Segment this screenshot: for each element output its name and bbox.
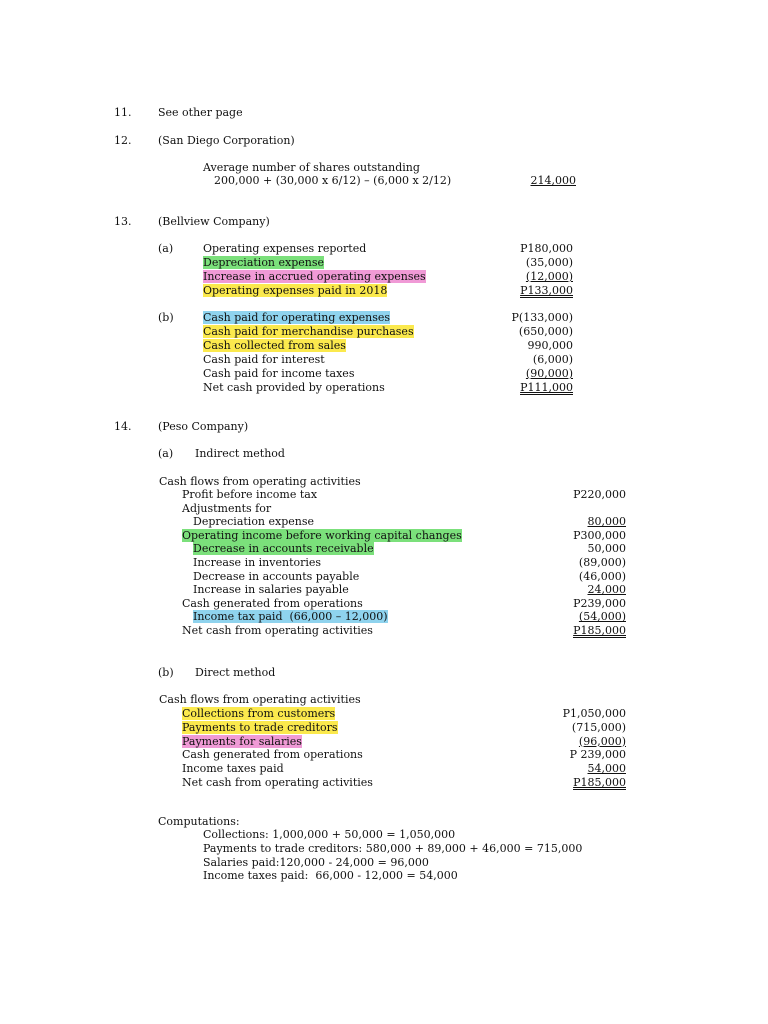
schedule-row-label: Depreciation expense [193, 515, 315, 529]
schedule-row-label: Operating expenses paid in 2018 [203, 284, 388, 297]
schedule-row-value: P111,000 [520, 381, 573, 394]
schedule-row-label: Cash paid for income taxes [203, 367, 355, 380]
schedule-row-label: Increase in salaries payable [193, 583, 349, 597]
schedule-row-value: P185,000 [573, 624, 626, 637]
schedule-row-label: Cash paid for merchandise purchases [203, 325, 414, 338]
schedule-row-label: Collections from customers [182, 707, 336, 720]
schedule-row-value: P(133,000) [511, 311, 573, 324]
item-text: See other page [158, 106, 243, 119]
part-label: (b) [158, 311, 174, 324]
schedule-row-label: Cash generated from operations [182, 748, 363, 762]
schedule-row-value: P300,000 [573, 528, 626, 542]
computation-label: Average number of shares outstanding [203, 161, 420, 174]
schedule-row-value: P 239,000 [569, 748, 626, 762]
computation-formula: 200,000 + (30,000 x 6/12) – (6,000 x 2/12) [214, 174, 452, 187]
schedule-row-label: Profit before income tax [182, 488, 318, 501]
schedule-row-label: Cash generated from operations [182, 596, 363, 610]
part-label: (a) [158, 242, 174, 255]
item-number: 14. [114, 420, 132, 433]
schedule-row-label: Operating income before working capital changes [182, 528, 462, 542]
company-name: (Bellview Company) [158, 215, 270, 228]
schedule-row-value: 80,000 [587, 515, 626, 529]
computation-line: Income taxes paid: 66,000 - 12,000 = 54,000 [203, 869, 458, 883]
schedule-row-value: (12,000) [525, 270, 573, 283]
schedule-row-label: Cash paid for interest [203, 353, 325, 366]
schedule-row-value: (650,000) [518, 325, 573, 338]
item-number: 13. [114, 215, 132, 228]
schedule-row-value: 990,000 [527, 339, 573, 352]
computation-line: Salaries paid:120,000 - 24,000 = 96,000 [203, 855, 429, 869]
computation-line: Collections: 1,000,000 + 50,000 = 1,050,000 [203, 828, 456, 841]
item-number: 11. [114, 106, 132, 119]
schedule-row-label: Increase in inventories [193, 556, 322, 569]
schedule-heading: Cash flows from operating activities [159, 693, 361, 706]
schedule-row-value: (96,000) [578, 734, 626, 748]
schedule-heading: Cash flows from operating activities [159, 475, 361, 488]
schedule-row-label: Net cash provided by operations [203, 381, 385, 394]
schedule-row-value: P239,000 [573, 596, 626, 610]
schedule-row-value: P185,000 [573, 776, 626, 789]
schedule-row-label: Cash collected from sales [203, 339, 346, 352]
schedule-row-label: Net cash from operating activities [182, 624, 373, 637]
schedule-row-value: (89,000) [578, 556, 626, 569]
schedule-row-label: Payments for salaries [182, 734, 302, 748]
schedule-row-value: 50,000 [587, 542, 626, 556]
schedule-row-label: Cash paid for operating expenses [203, 311, 391, 324]
schedule-row-value: (6,000) [532, 353, 573, 366]
schedule-row-label: Income tax paid (66,000 – 12,000) [193, 610, 388, 624]
schedule-row-value: P220,000 [573, 488, 626, 501]
schedule-row-label: Net cash from operating activities [182, 776, 373, 789]
schedule-row-label: Depreciation expense [203, 256, 325, 269]
schedule-row-label: Operating expenses reported [203, 242, 367, 255]
schedule-row-value: (715,000) [571, 720, 626, 734]
schedule-row-value: (46,000) [578, 569, 626, 583]
item-number: 12. [114, 134, 132, 147]
schedule-row-value: (54,000) [578, 610, 626, 624]
schedule-row-label: Decrease in accounts receivable [193, 542, 374, 556]
computation-line: Payments to trade creditors: 580,000 + 89,000 + 46,000 = 715,000 [203, 841, 583, 855]
schedule-row-value: (35,000) [525, 256, 573, 269]
method-title: Indirect method [195, 447, 285, 460]
schedule-row-label: Decrease in accounts payable [193, 569, 360, 583]
computations-title: Computations: [158, 815, 240, 828]
schedule-row-label: Income taxes paid [182, 762, 284, 776]
part-label: (b) [158, 666, 174, 679]
schedule-row-label: Adjustments for [182, 501, 272, 515]
schedule-row-value: P180,000 [520, 242, 573, 255]
schedule-row-label: Increase in accrued operating expenses [203, 270, 426, 283]
schedule-row-label: Payments to trade creditors [182, 720, 338, 734]
schedule-row-value: P1,050,000 [562, 707, 626, 720]
method-title: Direct method [195, 666, 276, 679]
computation-value: 214,000 [530, 174, 576, 187]
schedule-row-value: P133,000 [520, 284, 573, 297]
schedule-row-value: 24,000 [587, 583, 626, 597]
company-name: (Peso Company) [158, 420, 249, 433]
part-label: (a) [158, 447, 174, 460]
schedule-row-value: 54,000 [587, 762, 626, 776]
company-name: (San Diego Corporation) [158, 134, 295, 147]
schedule-row-value: (90,000) [525, 367, 573, 380]
